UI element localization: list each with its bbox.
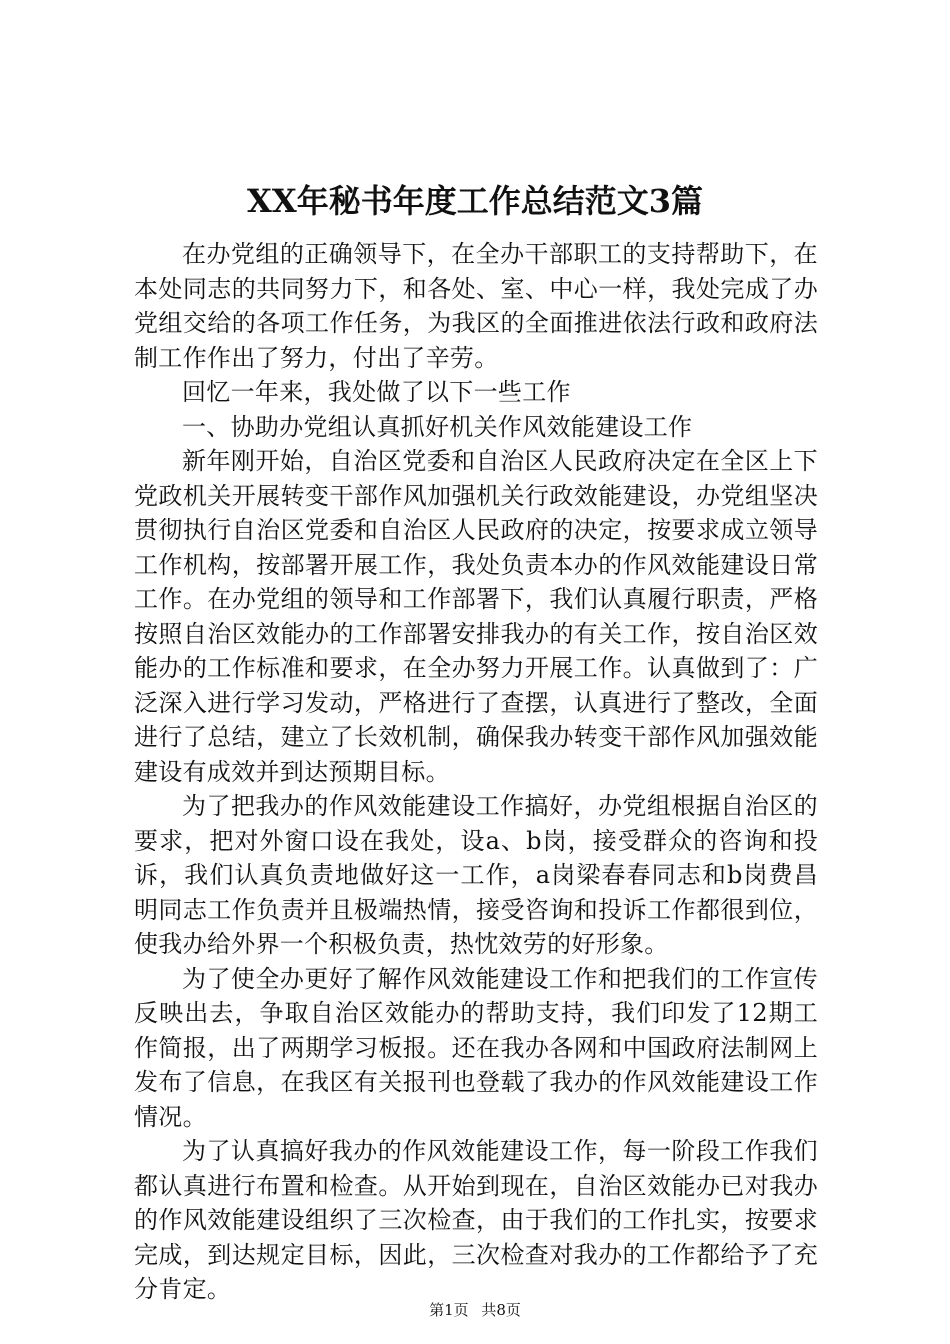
document-title: XX年秘书年度工作总结范文3篇 [247,182,703,220]
paragraph-inspection: 为了认真搞好我办的作风效能建设工作，每一阶段工作我们都认真进行布置和检查。从开始到现在，自治区效能办已对我办的作风效能建设组织了三次检查，由于我们的工作扎实，按要求完成，到达规定目标，因此，三次检查对我办的工作都给予了充分肯定。 [134,1137,818,1303]
paragraph-window: 为了把我办的作风效能建设工作搞好，办党组根据自治区的要求，把对外窗口设在我处，设a、b岗，接受群众的咨询和投诉，我们认真负责地做好这一工作，a岗梁春春同志和b岗费昌明同志工作负责并且极端热情，接受咨询和投诉工作都很到位，使我办给外界一个积极负责，热忱效劳的好形象。 [134,792,818,958]
paragraph-review: 回忆一年来，我处做了以下一些工作 [182,378,571,406]
section-heading-1: 一、协助办党组认真抓好机关作风效能建设工作 [182,412,693,441]
page-footer [0,1300,950,1320]
paragraph-publicity: 为了使全办更好了解作风效能建设工作和把我们的工作宣传反映出去，争取自治区效能办的帮助支持，我们印发了12期工作简报，出了两期学习板报。还在我办各网和中国政府法制网上发布了信息，在我区有关报刊也登载了我办的作风效能建设工作情况。 [134,964,818,1131]
paragraph-intro: 在办党组的正确领导下，在全办干部职工的支持帮助下，在本处同志的共同努力下，和各处、室、中心一样，我处完成了办党组交给的各项工作任务，为我区的全面推进依法行政和政府法制工作作出了努力，付出了辛劳。 [134,240,818,372]
document-body [134,237,818,1307]
page-number-total: 共8页 [481,1301,521,1319]
paragraph-new-year: 新年刚开始，自治区党委和自治区人民政府决定在全区上下党政机关开展转变干部作风加强机关行政效能建设，办党组坚决贯彻执行自治区党委和自治区人民政府的决定，按要求成立领导工作机构，按部署开展工作，我处负责本办的作风效能建设日常工作。在办党组的领导和工作部署下，我们认真履行职责，严格按照自治区效能办的工作部署安排我办的有关工作，按自治区效能办的工作标准和要求，在全办努力开展工作。认真做到了：广泛深入进行学习发动，严格进行了查摆，认真进行了整改，全面进行了总结，建立了长效机制，确保我办转变干部作风加强效能建设有成效并到达预期目标。 [134,447,818,786]
page-number-current: 第1页 [429,1301,469,1319]
